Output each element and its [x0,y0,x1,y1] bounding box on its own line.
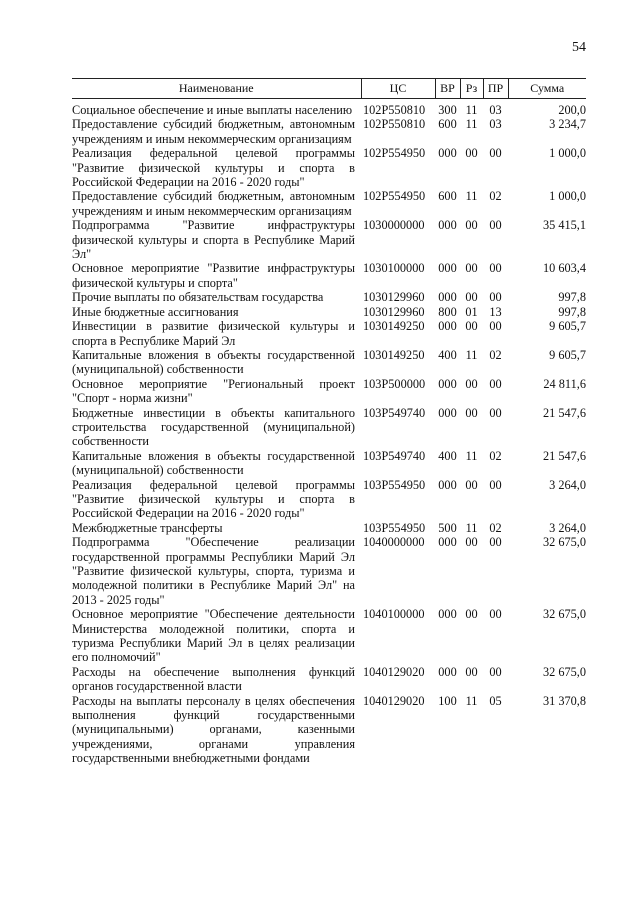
cell-sum: 1 000,0 [549,146,586,161]
cell-sum: 31 370,8 [542,693,586,708]
cell-rz: 00 [465,535,478,550]
cell-name: Иные бюджетные ассигнования [72,304,239,319]
cell-vr: 000 [438,405,457,420]
cell-rz: 00 [465,607,478,622]
cell-pr: 00 [489,405,502,420]
cell-rz: 11 [465,117,478,132]
cell-vr: 000 [438,319,457,334]
cell-cs: 1040000000 [363,535,425,550]
table-body [72,99,586,766]
cell-cs: 103P500000 [363,376,426,391]
cell-cs: 102P554950 [363,189,426,204]
cell-vr: 500 [438,520,457,535]
cell-cs: 1030100000 [363,261,425,276]
cell-rz: 11 [465,520,478,535]
cell-sum: 35 415,1 [542,218,586,233]
cell-cs: 1030000000 [363,218,425,233]
table-row [72,319,586,348]
cell-sum: 21 547,6 [542,448,586,463]
cell-name: Капитальные вложения в объекты государственной (муниципальной) собственности [72,448,355,478]
cell-sum: 3 264,0 [549,520,586,535]
cell-pr: 00 [489,218,502,233]
cell-sum: 32 675,0 [542,535,586,550]
table-row [72,406,586,449]
table-row [72,694,586,766]
cell-sum: 32 675,0 [542,664,586,679]
cell-pr: 00 [489,477,502,492]
cell-cs: 103P554950 [363,520,426,535]
cell-sum: 997,8 [558,304,586,319]
cell-name: Расходы на выплаты персоналу в целях обеспечения выполнения функций государственными (муниципальными) органами, казенными учреждениями, органами управления государственными внебюджетными фондами [72,693,355,766]
column-header-name: Наименование [72,79,361,99]
cell-vr: 600 [438,117,457,132]
table-row [72,377,586,406]
cell-vr: 000 [438,535,457,550]
table-row [72,261,586,290]
table-row [72,535,586,607]
cell-rz: 00 [465,261,478,276]
cell-pr: 00 [489,376,502,391]
cell-pr: 02 [489,347,502,362]
cell-pr: 00 [489,146,502,161]
cell-name: Бюджетные инвестиции в объекты капитального строительства государственной (муниципальной) собственности [72,405,355,449]
cell-vr: 000 [438,607,457,622]
cell-sum: 9 605,7 [549,347,586,362]
cell-name: Подпрограмма "Обеспечение реализации государственной программы Республики Марий Эл "Развитие физической культуры, спорта, туризма и молодежной политики в Республике Марий Эл" на 2013 - 2025 годы" [72,535,355,607]
cell-sum: 24 811,6 [543,376,586,391]
cell-name: Инвестиции в развитие физической культуры и спорта в Республике Марий Эл [72,319,355,348]
cell-rz: 00 [465,376,478,391]
cell-cs: 1040129020 [363,693,425,708]
cell-sum: 3 264,0 [549,477,586,492]
cell-pr: 00 [489,535,502,550]
cell-vr: 800 [438,304,457,319]
cell-name: Прочие выплаты по обязательствам государства [72,290,324,305]
cell-vr: 000 [438,477,457,492]
cell-cs: 102P550810 [363,117,426,132]
table-row [72,348,586,377]
table-row [72,521,586,535]
cell-vr: 000 [438,290,457,305]
column-header-pr: ПР [483,79,508,99]
cell-pr: 03 [489,117,502,132]
cell-rz: 11 [465,189,478,204]
cell-sum: 32 675,0 [542,607,586,622]
table-row [72,305,586,319]
table-row [72,665,586,694]
column-header-cs: ЦС [361,79,435,99]
cell-sum: 9 605,7 [549,319,586,334]
cell-rz: 11 [465,448,478,463]
cell-rz: 00 [465,664,478,679]
cell-name: Расходы на обеспечение выполнения функций органов государственной власти [72,664,355,694]
table-row [72,189,586,218]
cell-cs: 102P550810 [363,103,426,117]
cell-vr: 000 [438,376,457,391]
cell-vr: 400 [438,347,457,362]
cell-name: Основное мероприятие "Обеспечение деятельности Министерства молодежной политики, спорта и туризма Республики Марий Эл в целях реализации его полномочий" [72,607,355,665]
cell-cs: 102P554950 [363,146,426,161]
cell-rz: 11 [465,347,478,362]
cell-rz: 00 [465,319,478,334]
cell-pr: 00 [489,319,502,334]
cell-pr: 02 [489,189,502,204]
cell-rz: 01 [465,304,478,319]
cell-vr: 000 [438,261,457,276]
cell-pr: 13 [489,304,502,319]
cell-rz: 00 [465,218,478,233]
cell-name: Предоставление субсидий бюджетным, автономным учреждениям и иным некоммерческим организациям [72,117,355,146]
cell-pr: 00 [489,607,502,622]
cell-name: Основное мероприятие "Региональный проект "Спорт - норма жизни" [72,376,355,406]
table-row [72,607,586,665]
cell-name: Подпрограмма "Развитие инфраструктуры физической культуры и спорта в Республике Марий Эл" [72,218,355,262]
table-header-row [72,79,586,99]
column-header-sum: Сумма [508,79,586,99]
cell-sum: 3 234,7 [549,117,586,132]
cell-pr: 00 [489,261,502,276]
cell-name: Предоставление субсидий бюджетным, автономным учреждениям и иным некоммерческим организациям [72,189,355,218]
cell-cs: 103P549740 [363,405,426,420]
cell-name: Реализация федеральной целевой программы "Развитие физической культуры и спорта в Российской Федерации на 2016 - 2020 годы" [72,146,355,190]
cell-cs: 103P554950 [363,477,426,492]
cell-sum: 997,8 [558,290,586,305]
table-row [72,99,586,118]
table-row [72,218,586,261]
cell-vr: 000 [438,218,457,233]
cell-rz: 11 [465,693,478,708]
page-number: 54 [572,40,586,55]
budget-table [72,78,586,766]
cell-pr: 02 [489,448,502,463]
cell-cs: 1040129020 [363,664,425,679]
cell-name: Межбюджетные трансферты [72,520,223,535]
cell-rz: 11 [465,103,478,117]
table-row [72,117,586,146]
table-row [72,290,586,304]
table-row [72,478,586,521]
cell-sum: 200,0 [558,103,586,117]
cell-rz: 00 [465,405,478,420]
cell-rz: 00 [465,146,478,161]
cell-vr: 100 [438,693,457,708]
cell-pr: 02 [489,520,502,535]
column-header-vr: ВР [435,79,460,99]
cell-cs: 1040100000 [363,607,425,622]
cell-vr: 000 [438,664,457,679]
cell-name: Социальное обеспечение и иные выплаты населению [72,103,353,117]
cell-sum: 10 603,4 [542,261,586,276]
cell-name: Основное мероприятие "Развитие инфраструктуры физической культуры и спорта" [72,261,355,290]
cell-cs: 103P549740 [363,448,426,463]
cell-name: Капитальные вложения в объекты государственной (муниципальной) собственности [72,347,355,377]
cell-cs: 1030149250 [363,319,425,334]
cell-pr: 05 [489,693,502,708]
cell-vr: 400 [438,448,457,463]
cell-vr: 000 [438,146,457,161]
cell-cs: 1030129960 [363,304,425,319]
table-row [72,449,586,478]
cell-cs: 1030129960 [363,290,425,305]
cell-rz: 00 [465,477,478,492]
cell-pr: 00 [489,664,502,679]
cell-vr: 600 [438,189,457,204]
table-row [72,146,586,189]
cell-rz: 00 [465,290,478,305]
cell-sum: 21 547,6 [542,405,586,420]
cell-vr: 300 [438,103,457,117]
cell-cs: 1030149250 [363,347,425,362]
cell-name: Реализация федеральной целевой программы "Развитие физической культуры и спорта в Российской Федерации на 2016 - 2020 годы" [72,477,355,521]
cell-sum: 1 000,0 [549,189,586,204]
column-header-rz: Рз [460,79,483,99]
cell-pr: 00 [489,290,502,305]
cell-pr: 03 [489,103,502,117]
